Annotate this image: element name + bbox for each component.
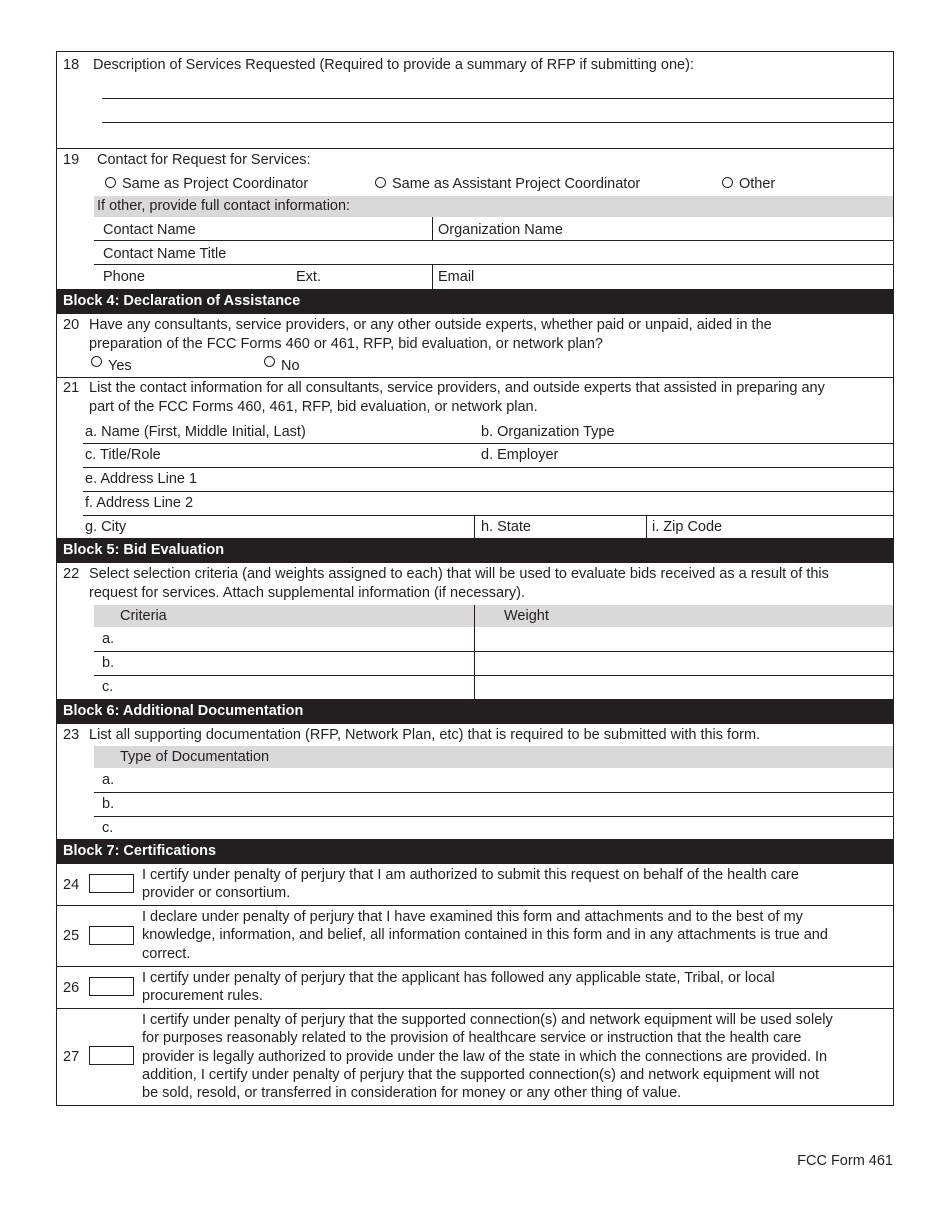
- q22-row-b[interactable]: b.: [102, 655, 115, 671]
- block4-header: Block 4: Declaration of Assistance: [57, 289, 893, 313]
- block6-header: Block 6: Additional Documentation: [57, 699, 893, 723]
- q20-no-option[interactable]: No: [264, 356, 300, 374]
- q20-number: 20: [63, 317, 80, 333]
- q19-number: 19: [63, 152, 80, 168]
- cert-27-checkbox[interactable]: [89, 1046, 134, 1065]
- q23-type-header: Type of Documentation: [120, 749, 270, 765]
- divider: [94, 816, 893, 817]
- divider: [474, 515, 475, 539]
- q23-row-a[interactable]: a.: [102, 772, 115, 788]
- q22-criteria-header: Criteria: [120, 608, 167, 624]
- q22-row-a[interactable]: a.: [102, 631, 115, 647]
- divider: [83, 491, 893, 492]
- q19-option-other[interactable]: Other: [722, 176, 775, 192]
- cert-24: [57, 863, 893, 905]
- q21-employer-field[interactable]: d. Employer: [481, 447, 559, 463]
- contact-name-title-field[interactable]: Contact Name Title: [103, 246, 227, 262]
- divider: [94, 651, 893, 652]
- block5-header: Block 5: Bid Evaluation: [57, 538, 893, 562]
- divider: [474, 605, 475, 700]
- q21-zip-field[interactable]: i. Zip Code: [652, 519, 723, 535]
- q21-state-field[interactable]: h. State: [481, 519, 531, 535]
- fcc-form-461-page: [56, 51, 894, 1106]
- q18-line-1[interactable]: [102, 98, 893, 99]
- q22-text: 22 Select selection criteria (and weights assigned to each) that will be used to evaluate bids received as a result of this request for services. Attach supplemental information (if necessary).: [63, 566, 829, 601]
- form-footer: FCC Form 461: [797, 1153, 893, 1169]
- cert-24-text: I certify under penalty of perjury that I am authorized to submit this request on behalf of the health care provider or consortium.: [142, 867, 799, 902]
- divider: [94, 264, 893, 265]
- divider: [83, 515, 893, 516]
- radio-icon[interactable]: [91, 356, 102, 367]
- cert-26: [57, 966, 893, 1008]
- q21-city-field[interactable]: g. City: [85, 519, 127, 535]
- cert-25: [57, 905, 893, 966]
- radio-icon[interactable]: [722, 177, 733, 188]
- divider: [432, 217, 433, 241]
- q19-option-same-assistant-coordinator[interactable]: Same as Assistant Project Coordinator: [375, 176, 640, 192]
- q21-name-field[interactable]: a. Name (First, Middle Initial, Last): [85, 424, 306, 440]
- q22-row-c[interactable]: c.: [102, 679, 114, 695]
- cert-27: [57, 1008, 893, 1105]
- q18-label: Description of Services Requested (Required to provide a summary of RFP if submitting one):: [93, 57, 694, 73]
- q21-organization-type-field[interactable]: b. Organization Type: [481, 424, 615, 440]
- cert-27-number: 27: [63, 1049, 80, 1065]
- q22-header-bar: [94, 605, 893, 627]
- divider: [94, 240, 893, 241]
- q23-number: 23: [63, 727, 80, 743]
- q22-number: 22: [63, 566, 80, 582]
- cert-24-number: 24: [63, 877, 80, 893]
- divider: [94, 675, 893, 676]
- radio-icon[interactable]: [264, 356, 275, 367]
- q19-label: Contact for Request for Services:: [97, 152, 311, 168]
- divider: [94, 792, 893, 793]
- contact-name-field[interactable]: Contact Name: [103, 222, 196, 238]
- divider: [646, 515, 647, 539]
- ext-field[interactable]: Ext.: [296, 269, 321, 285]
- q23-section: [57, 723, 893, 839]
- divider: [83, 467, 893, 468]
- cert-25-checkbox[interactable]: [89, 926, 134, 945]
- q21-section: [57, 377, 893, 538]
- email-field[interactable]: Email: [438, 269, 475, 285]
- phone-field[interactable]: Phone: [103, 269, 145, 285]
- q20-text: 20 Have any consultants, service providers, or any other outside experts, whether paid or unpaid, aided in the preparation of the FCC Forms 460 or 461, RFP, bid evaluation, or network plan?: [63, 317, 772, 352]
- cert-25-text: I declare under penalty of perjury that I have examined this form and attachments and to the best of my knowledge, information, and belief, all information contained in this form and in any attachments is true and correct.: [142, 909, 828, 962]
- q21-number: 21: [63, 380, 80, 396]
- organization-name-field[interactable]: Organization Name: [438, 222, 563, 238]
- divider: [83, 443, 893, 444]
- q19-option-same-project-coordinator[interactable]: Same as Project Coordinator: [105, 176, 308, 192]
- q19-section: [57, 148, 893, 289]
- q22-weight-header: Weight: [504, 608, 549, 624]
- q23-text: 23 List all supporting documentation (RFP, Network Plan, etc) that is required to be submitted with this form.: [63, 727, 761, 743]
- q18-number: 18: [63, 57, 80, 73]
- q19-other-label: If other, provide full contact information:: [97, 198, 351, 214]
- q21-text: 21 List the contact information for all consultants, service providers, and outside experts that assisted in preparing any part of the FCC Forms 460, 461, RFP, bid evaluation, or network plan.: [63, 380, 825, 415]
- q21-address-line2-field[interactable]: f. Address Line 2: [85, 495, 194, 511]
- q21-address-line1-field[interactable]: e. Address Line 1: [85, 471, 198, 487]
- q22-section: [57, 562, 893, 699]
- radio-icon[interactable]: [375, 177, 386, 188]
- q20-section: [57, 313, 893, 377]
- cert-26-checkbox[interactable]: [89, 977, 134, 996]
- q23-row-c[interactable]: c.: [102, 820, 114, 836]
- cert-26-number: 26: [63, 980, 80, 996]
- cert-26-text: I certify under penalty of perjury that the applicant has followed any applicable state, Tribal, or local procurement rules.: [142, 970, 775, 1005]
- cert-27-text: I certify under penalty of perjury that the supported connection(s) and network equipment will be used solely for purposes reasonably related to the provision of healthcare service or instruction that the health care provider is legally authorized to provide under the law of the state in which the connections are provided. In addition, I certify under penalty of perjury that the supported connection(s) and network equipment will not be sold, resold, or transferred in consideration for money or any other thing of value.: [142, 1012, 833, 1102]
- q21-title-role-field[interactable]: c. Title/Role: [85, 447, 161, 463]
- cert-25-number: 25: [63, 928, 80, 944]
- q18-section: [57, 52, 893, 148]
- radio-icon[interactable]: [105, 177, 116, 188]
- divider: [432, 264, 433, 290]
- q20-yes-option[interactable]: Yes: [91, 356, 132, 374]
- block7-header: Block 7: Certifications: [57, 839, 893, 863]
- q18-line-2[interactable]: [102, 122, 893, 123]
- q23-row-b[interactable]: b.: [102, 796, 115, 812]
- cert-24-checkbox[interactable]: [89, 874, 134, 893]
